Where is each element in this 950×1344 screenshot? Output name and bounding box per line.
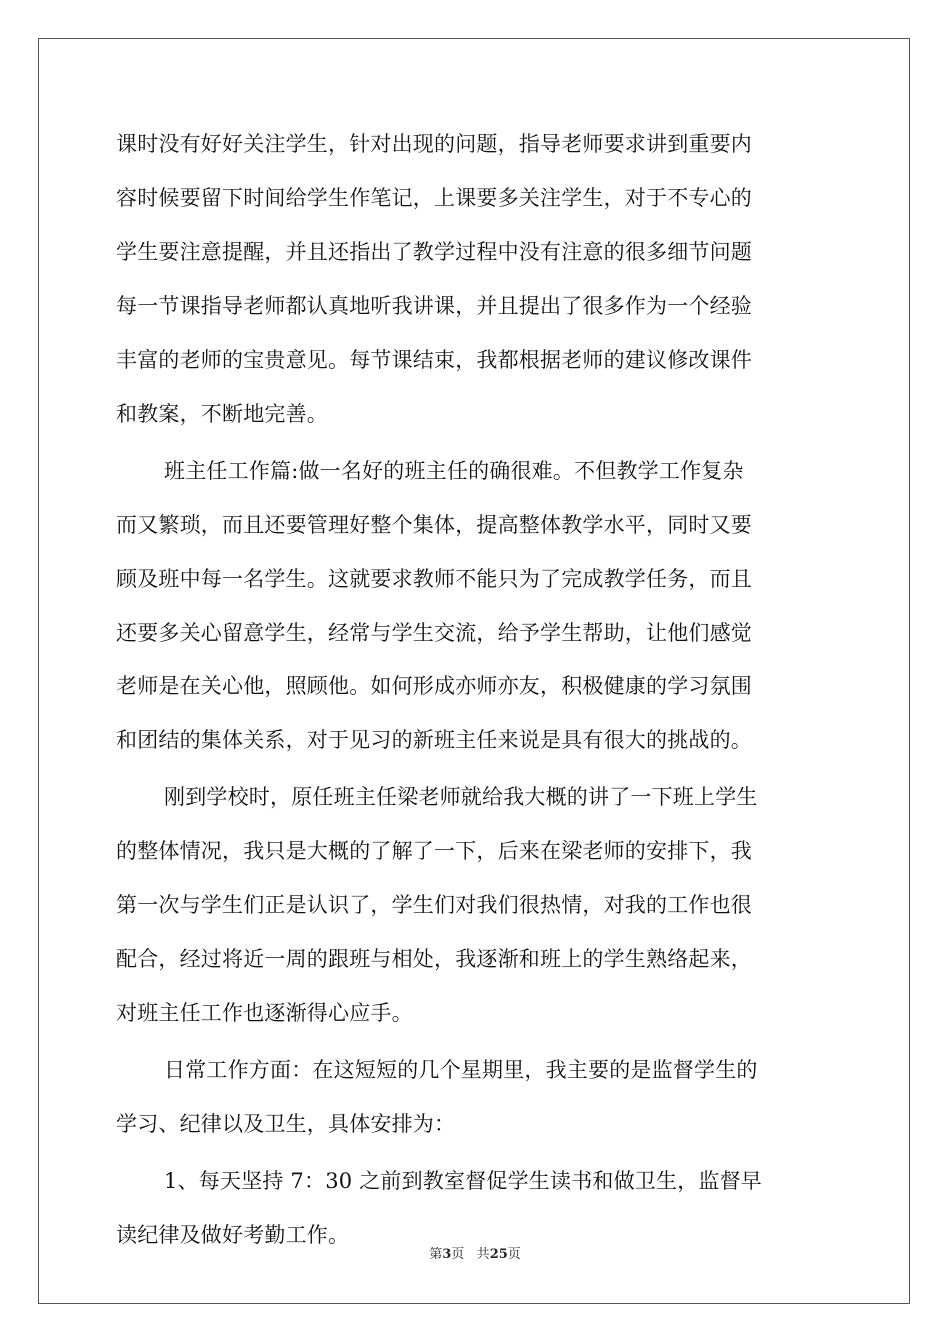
text-line: 的整体情况，我只是大概的了解了一下，后来在梁老师的安排下，我 [116, 839, 752, 864]
paragraph-start-line: 日常工作方面：在这短短的几个星期里，我主要的是监督学生的 [164, 1058, 758, 1083]
text-line: 顾及班中每一名学生。这就要求教师不能只为了完成教学任务，而且 [116, 566, 752, 591]
page-footer [0, 1246, 950, 1264]
page-prefix: 第 [429, 1247, 443, 1262]
text-line: 丰富的老师的宝贵意见。每节课结束，我都根据老师的建议修改课件 [116, 347, 752, 372]
text-line: 容时候要留下时间给学生作笔记，上课要多关注学生，对于不专心的 [116, 185, 752, 210]
text-line: 读纪律及做好考勤工作。 [116, 1222, 350, 1247]
text-line: 学习、纪律以及卫生，具体安排为： [116, 1112, 456, 1137]
text-line: 和教案，不断地完善。 [116, 401, 328, 426]
text-line: 而又繁琐，而且还要管理好整个集体，提高整体教学水平，同时又要 [116, 512, 752, 537]
text-line: 还要多关心留意学生，经常与学生交流，给予学生帮助，让他们感觉 [116, 620, 752, 645]
text-line: 学生要注意提醒，并且还指出了教学过程中没有注意的很多细节问题 [116, 239, 752, 264]
paragraph-start-line: 班主任工作篇:做一名好的班主任的确很难。不但教学工作复杂 [164, 458, 744, 483]
page-unit: 页 [451, 1247, 465, 1262]
text-line: 课时没有好好关注学生，针对出现的问题，指导老师要求讲到重要内 [116, 132, 752, 156]
text-line: 对班主任工作也逐渐得心应手。 [116, 1001, 413, 1026]
total-prefix: 共 [476, 1247, 490, 1262]
paragraph-start-line: 刚到学校时，原任班主任梁老师就给我大概的讲了一下班上学生 [164, 785, 758, 810]
current-page-number: 3 [442, 1247, 452, 1262]
text-line: 和团结的集体关系，对于见习的新班主任来说是具有很大的挑战的。 [116, 728, 752, 753]
total-unit: 页 [507, 1247, 521, 1262]
total-pages: 25 [489, 1247, 508, 1262]
text-line: 老师是在关心他，照顾他。如何形成亦师亦友，积极健康的学习氛围 [116, 674, 752, 699]
text-line: 配合，经过将近一周的跟班与相处，我逐渐和班上的学生熟络起来， [116, 947, 752, 972]
text-line: 每一节课指导老师都认真地听我讲课，并且提出了很多作为一个经验 [116, 293, 752, 318]
text-line: 第一次与学生们正是认识了，学生们对我们很热情，对我的工作也很 [116, 893, 752, 918]
paragraph-start-line: 1、每天坚持 7：30 之前到教室督促学生读书和做卫生，监督早 [164, 1168, 762, 1193]
